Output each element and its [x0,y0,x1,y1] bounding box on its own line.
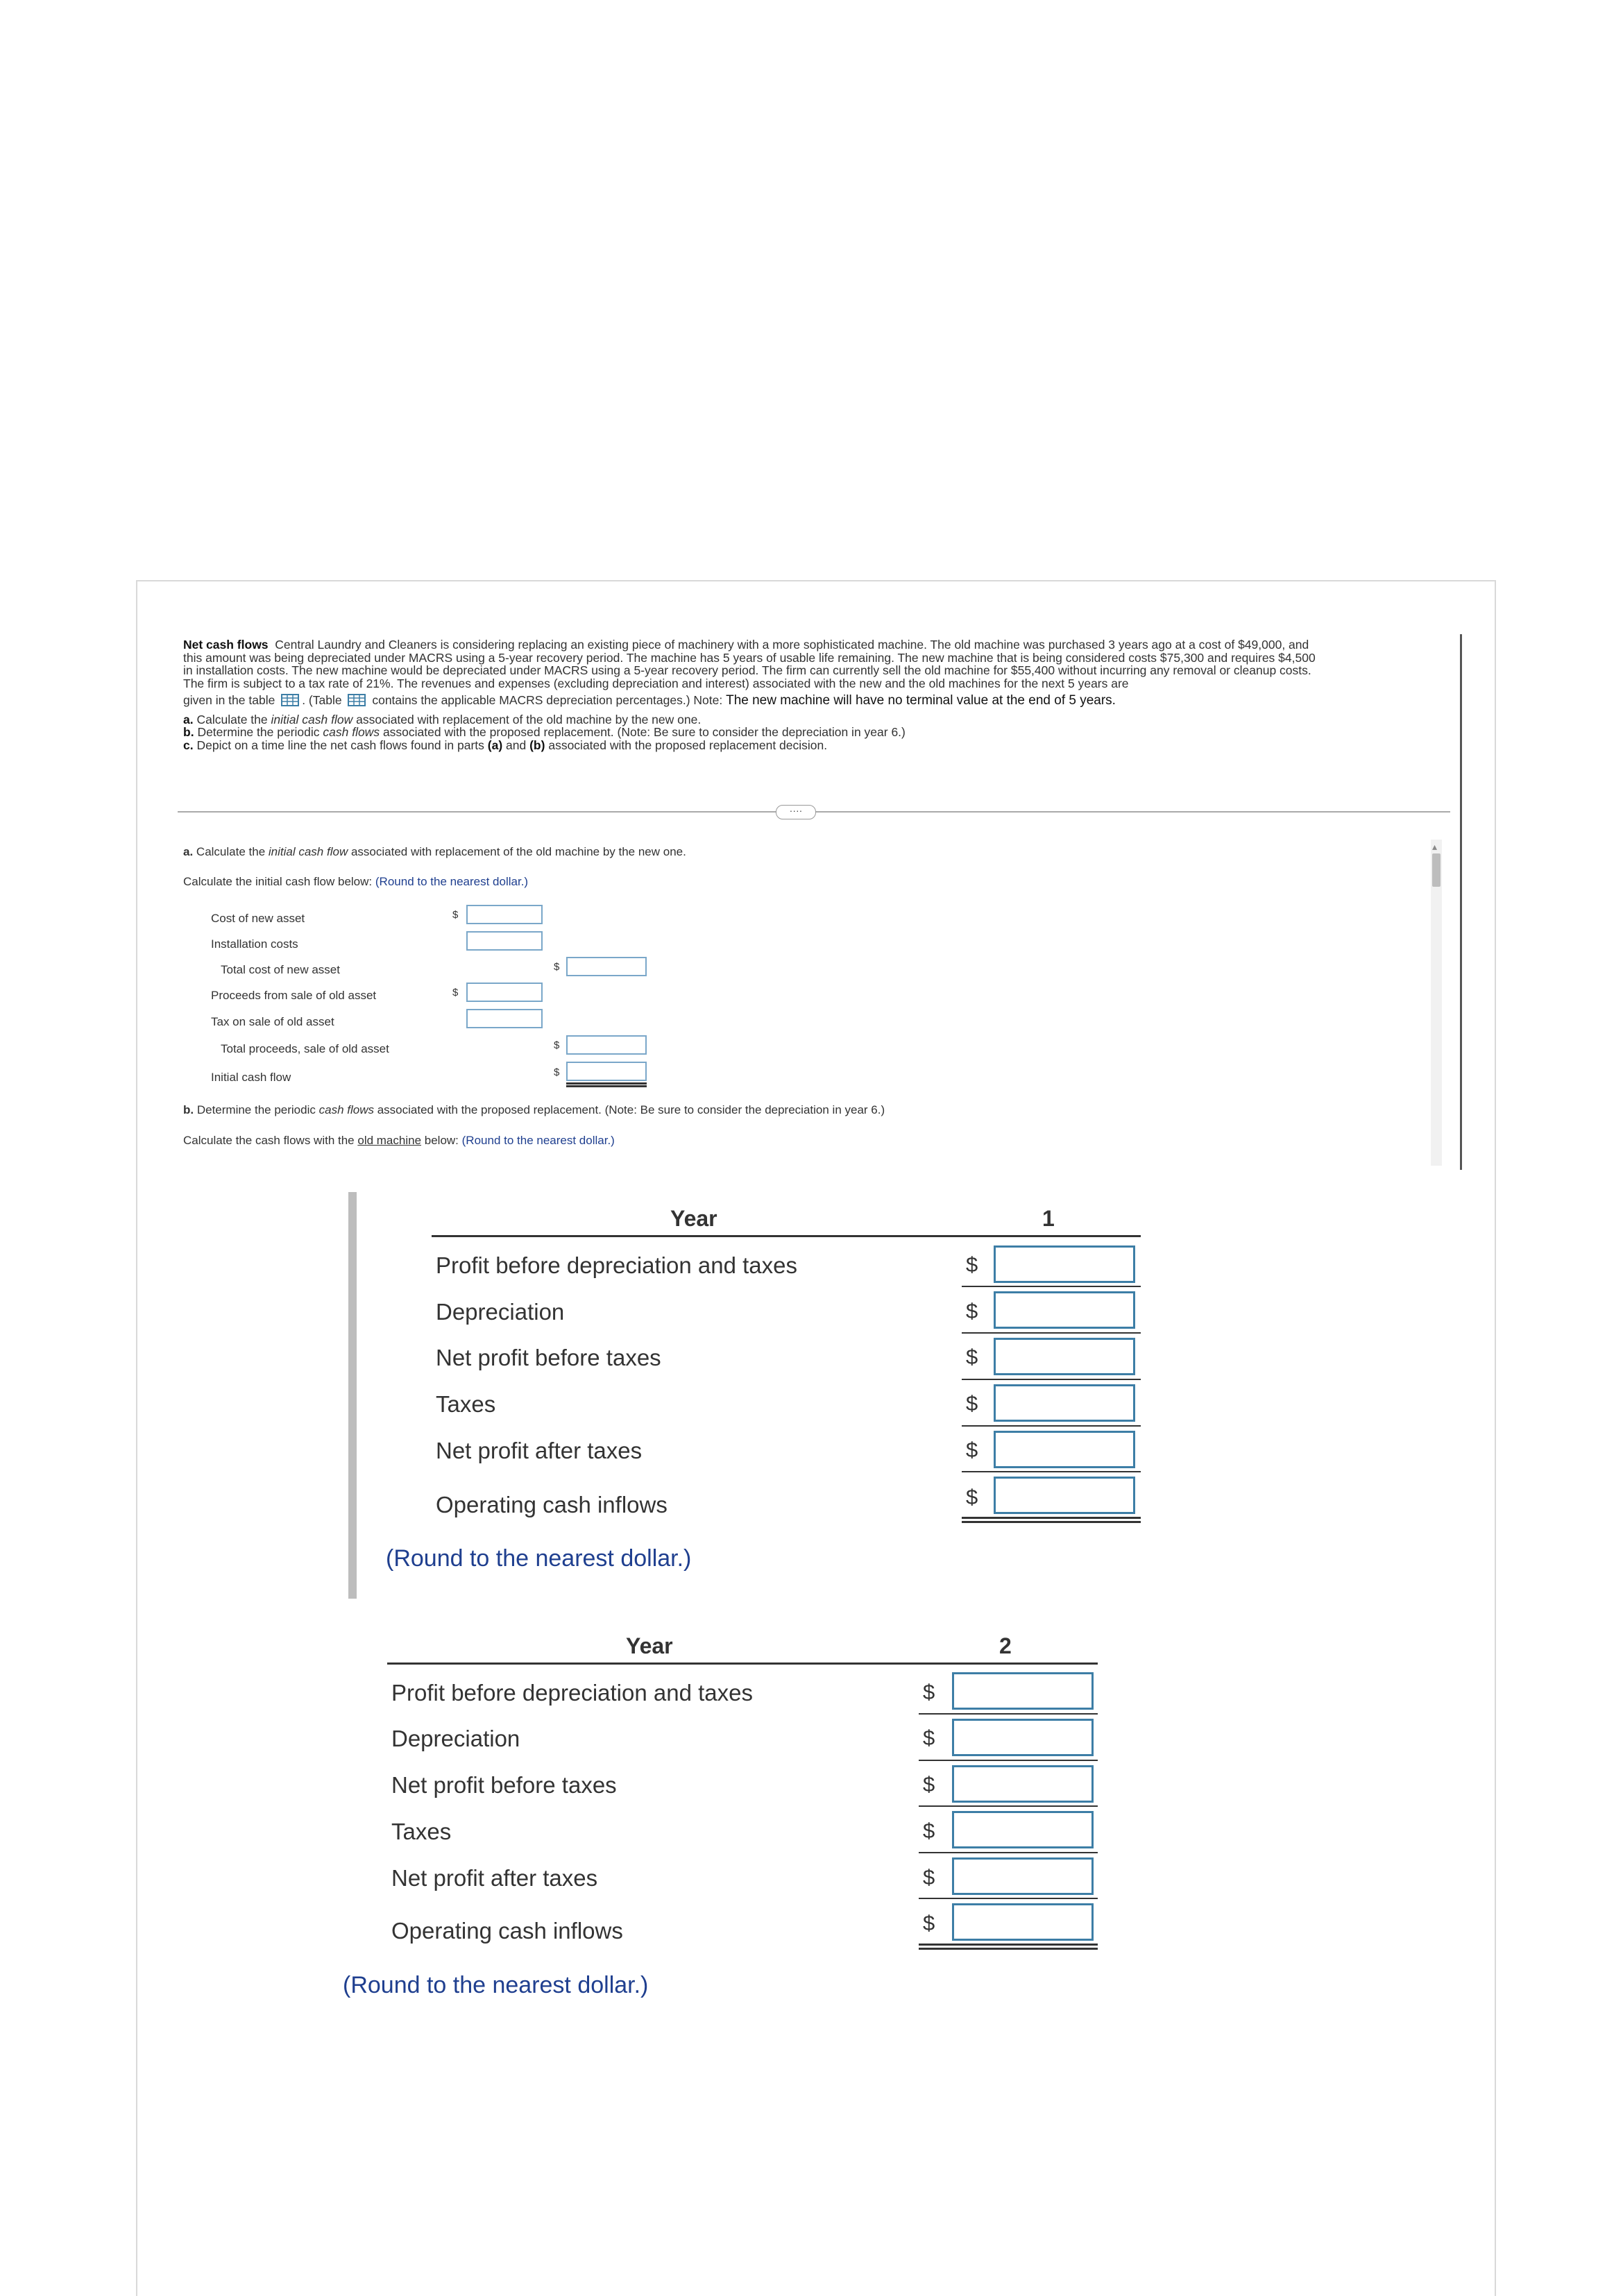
pane-border [1460,634,1462,1170]
dollar-sign: $ [966,1485,978,1509]
dollar-sign: $ [554,1039,560,1051]
row-rule [962,1471,1141,1472]
taxes-input[interactable] [952,1811,1094,1848]
label-total-cost-new-asset: Total cost of new asset [221,963,340,976]
double-underline [919,1944,1098,1950]
scrollbar[interactable] [1431,840,1442,1166]
net-profit-after-taxes-input[interactable] [994,1431,1135,1468]
round-note: (Round to the nearest dollar.) [343,1972,649,1998]
label-total-proceeds: Total proceeds, sale of old asset [221,1042,389,1055]
tax-on-sale-input[interactable] [466,1009,543,1028]
old-machine-link: old machine [357,1134,422,1147]
dollar-sign: $ [452,987,459,998]
row-label: Operating cash inflows [436,1492,668,1517]
row-label: Net profit before taxes [391,1772,617,1798]
depreciation-input[interactable] [952,1719,1094,1756]
initial-cash-flow-input[interactable] [566,1062,647,1081]
dollar-sign: $ [452,909,459,921]
problem-parts: a. Calculate the initial cash flow associated with replacement of the old machine by the new one. b. Determine the periodic cash flows associated with the proposed replacement. (Note: Be sure to consider the depreciation in year 6.) c. Depict on a time line the net cash flows found in parts (a) and (b) associated with the proposed replacement decision. [183,712,906,752]
depreciation-input[interactable] [994,1291,1135,1329]
double-underline [566,1082,647,1087]
round-note: (Round to the nearest dollar.) [386,1545,692,1572]
total-proceeds-input[interactable] [566,1035,647,1055]
row-label: Net profit before taxes [436,1345,661,1370]
row-label: Taxes [436,1391,496,1417]
dollar-sign: $ [554,1066,560,1078]
problem-statement: Net cash flows Central Laundry and Cleaners is considering replacing an existing piece of machinery with a more sophisticated machine. The old machine was purchased 3 years ago at a cost of $49,000, and this amount was being depreciated under MACRS using a 5-year recovery period. The machine has 5 years of usable life remaining. The new machine that is being considered costs $75,300 and requires $4,500 in installation costs. The new machine would be depreciated under MACRS using a 5-year recovery period. The firm can currently sell the old machine for $55,400 without incurring any removal or cleanup costs. The firm is subject to a tax rate of 21%. The revenues and expenses (excluding depreciation and interest) associated with the new and the old machines for the next 5 years are given in the table . (Table contains the applicable MACRS depreciation percentages.) Note: The new machine will have no terminal value at the end of 5 years. a. Calculate the initial cash flow associated with replacement of the old machine by the new one. b. Determine the periodic cash flows associated with the proposed replacement. (Note: Be sure to consider the depreciation in year 6.) c. Depict on a time line the net cash flows found in parts (a) and (b) associated with the proposed replacement decision. [183,638,1446,751]
content-card [136,580,1496,2296]
row-rule [962,1379,1141,1380]
label-proceeds-old-asset: Proceeds from sale of old asset [211,989,377,1002]
row-rule [962,1286,1141,1287]
row-label: Taxes [391,1819,452,1844]
dollar-sign: $ [923,1865,935,1889]
expand-button[interactable]: ···· [776,805,816,819]
dollar-sign: $ [966,1299,978,1323]
part-a-question: a. Calculate the initial cash flow associated with replacement of the old machine by the new one. [183,845,686,858]
dollar-sign: $ [966,1438,978,1462]
scrollbar-thumb[interactable] [1432,853,1441,887]
row-rule [919,1898,1098,1899]
dollar-sign: $ [966,1252,978,1277]
year-header: Year [670,1206,717,1231]
year-header: Year [626,1633,673,1658]
cost-new-asset-input[interactable] [466,905,543,924]
dollar-sign: $ [923,1772,935,1796]
row-label: Net profit after taxes [436,1438,643,1463]
double-underline [962,1517,1141,1523]
operating-cash-inflows-input[interactable] [952,1903,1094,1941]
scroll-up-icon[interactable]: ▴ [1432,841,1438,852]
operating-cash-inflows-input[interactable] [994,1477,1135,1514]
row-rule [919,1852,1098,1853]
header-rule [432,1235,1141,1237]
row-label: Profit before depreciation and taxes [436,1252,797,1278]
profit-before-dep-input[interactable] [952,1672,1094,1710]
dollar-sign: $ [923,1726,935,1750]
row-label: Depreciation [391,1726,520,1751]
proceeds-old-asset-input[interactable] [466,983,543,1002]
label-cost-new-asset: Cost of new asset [211,912,305,925]
dollar-sign: $ [923,1680,935,1704]
dollar-sign: $ [554,961,560,973]
macrs-table-icon[interactable] [348,694,366,706]
row-label: Operating cash inflows [391,1918,623,1944]
row-label: Net profit after taxes [391,1865,598,1891]
dollar-sign: $ [966,1391,978,1415]
part-a-instruction: Calculate the initial cash flow below: (Round to the nearest dollar.) [183,875,529,888]
taxes-input[interactable] [994,1384,1135,1422]
total-cost-input[interactable] [566,957,647,976]
net-profit-before-taxes-input[interactable] [994,1338,1135,1375]
dollar-sign: $ [966,1345,978,1369]
label-initial-cash-flow: Initial cash flow [211,1071,291,1084]
row-rule [919,1805,1098,1807]
label-installation-costs: Installation costs [211,937,298,951]
header-rule [387,1663,1098,1665]
row-rule [919,1760,1098,1761]
part-b-question: b. Determine the periodic cash flows associated with the proposed replacement. (Note: Be sure to consider the depreciation in year 6.) [183,1103,885,1116]
net-profit-after-taxes-input[interactable] [952,1857,1094,1895]
row-rule [919,1713,1098,1715]
label-tax-on-sale: Tax on sale of old asset [211,1015,334,1028]
dollar-sign: $ [923,1911,935,1935]
row-rule [962,1425,1141,1427]
profit-before-dep-input[interactable] [994,1245,1135,1283]
installation-costs-input[interactable] [466,931,543,951]
year-value: 2 [999,1633,1012,1658]
table-icon[interactable] [281,694,299,706]
question-side-bar [348,1192,357,1599]
row-label: Profit before depreciation and taxes [391,1680,753,1706]
problem-title: Net cash flows [183,638,269,652]
row-rule [962,1332,1141,1334]
net-profit-before-taxes-input[interactable] [952,1765,1094,1803]
year-value: 1 [1042,1206,1055,1231]
part-b-instruction: Calculate the cash flows with the old machine below: (Round to the nearest dollar.) [183,1134,615,1147]
row-label: Depreciation [436,1299,565,1325]
dollar-sign: $ [923,1819,935,1843]
